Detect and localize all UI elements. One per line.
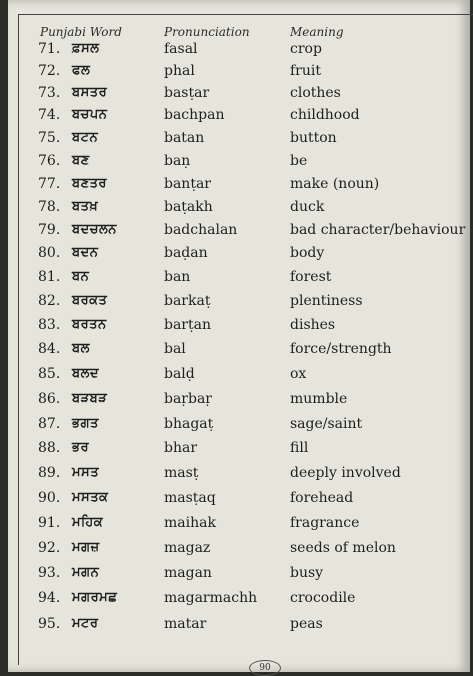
header-punjabi-word: Punjabi Word <box>40 25 122 39</box>
row-number: 92. <box>38 540 61 556</box>
vocab-row <box>8 515 470 537</box>
row-number: 90. <box>38 490 61 506</box>
row-number: 87. <box>38 416 61 432</box>
meaning: sage/saint <box>290 416 363 432</box>
pronunciation: ban <box>164 269 191 285</box>
row-number: 83. <box>38 317 61 333</box>
row-number: 71. <box>38 41 61 57</box>
pronunciation: maihak <box>164 515 216 531</box>
meaning: ox <box>290 366 307 382</box>
pronunciation: banṭar <box>164 176 211 192</box>
punjabi-word: ਮਗਰਮਛ <box>72 590 118 605</box>
meaning: be <box>290 153 308 169</box>
vocab-row <box>8 391 470 413</box>
punjabi-word: ਭਰ <box>72 440 90 455</box>
row-number: 79. <box>38 222 61 238</box>
punjabi-word: ਬਣ <box>72 153 90 168</box>
meaning: dishes <box>290 317 336 333</box>
header-meaning: Meaning <box>290 25 344 39</box>
punjabi-word: ਫਲ <box>72 63 91 78</box>
punjabi-word: ਬਰਕਤ <box>72 293 108 308</box>
row-number: 86. <box>38 391 61 407</box>
meaning: peas <box>290 616 323 632</box>
vocab-row <box>8 107 470 129</box>
pronunciation: phal <box>164 63 195 79</box>
vocab-row <box>8 63 470 85</box>
row-number: 72. <box>38 63 61 79</box>
meaning: crop <box>290 41 322 57</box>
vocab-row <box>8 416 470 438</box>
row-number: 76. <box>38 153 61 169</box>
meaning: childhood <box>290 107 360 123</box>
vocab-row <box>8 130 470 152</box>
row-number: 89. <box>38 465 61 481</box>
pronunciation: matar <box>164 616 207 632</box>
punjabi-word: ਮਹਿਕ <box>72 515 104 530</box>
punjabi-word: ਬਣਤਰ <box>72 176 107 191</box>
punjabi-word: ਮਗਜ਼ <box>72 540 100 555</box>
meaning: mumble <box>290 391 348 407</box>
table-header <box>8 22 470 42</box>
vocab-row <box>8 85 470 107</box>
meaning: make (noun) <box>290 176 380 192</box>
punjabi-word: ਬੜਬੜ <box>72 391 108 406</box>
pronunciation: bhar <box>164 440 198 456</box>
vocab-row <box>8 540 470 562</box>
row-number: 74. <box>38 107 61 123</box>
meaning: deeply involved <box>290 465 401 481</box>
vocab-row <box>8 565 470 587</box>
punjabi-word: ਬਸਤਰ <box>72 85 108 100</box>
row-number: 82. <box>38 293 61 309</box>
meaning: clothes <box>290 85 341 101</box>
meaning: busy <box>290 565 324 581</box>
pronunciation: baṭakh <box>164 199 213 215</box>
vocab-row <box>8 490 470 512</box>
pronunciation: masṭaq <box>164 490 216 506</box>
vocab-row <box>8 153 470 175</box>
vocab-row <box>8 176 470 198</box>
row-number: 95. <box>38 616 61 632</box>
punjabi-word: ਮਗਨ <box>72 565 100 580</box>
row-number: 93. <box>38 565 61 581</box>
row-number: 73. <box>38 85 61 101</box>
pronunciation: barṭan <box>164 317 211 333</box>
page-number: 90 <box>249 660 281 676</box>
pronunciation: bachpan <box>164 107 225 123</box>
pronunciation: bhagaṭ <box>164 416 214 432</box>
meaning: plentiness <box>290 293 363 309</box>
meaning: forehead <box>290 490 354 506</box>
pronunciation: magarmachh <box>164 590 258 606</box>
row-number: 94. <box>38 590 61 606</box>
pronunciation: baṇ <box>164 153 191 169</box>
pronunciation: baḍan <box>164 245 208 261</box>
vocab-row <box>8 269 470 291</box>
vocab-row <box>8 366 470 388</box>
pronunciation: magaz <box>164 540 211 556</box>
meaning: button <box>290 130 337 146</box>
vocab-row <box>8 245 470 267</box>
meaning: fruit <box>290 63 321 79</box>
vocab-row <box>8 440 470 462</box>
row-number: 77. <box>38 176 61 192</box>
row-number: 91. <box>38 515 61 531</box>
pronunciation: batan <box>164 130 205 146</box>
meaning: crocodile <box>290 590 356 606</box>
pronunciation: badchalan <box>164 222 238 238</box>
vocab-row <box>8 465 470 487</box>
vocab-row <box>8 341 470 363</box>
punjabi-word: ਬਤਖ਼ <box>72 199 99 214</box>
meaning: bad character/behaviour <box>290 222 466 238</box>
punjabi-word: ਬਚਪਨ <box>72 107 108 122</box>
vocab-row <box>8 616 470 638</box>
punjabi-word: ਮਸਤਕ <box>72 490 109 505</box>
meaning: fill <box>290 440 309 456</box>
vocab-row <box>8 199 470 221</box>
punjabi-word: ਬਦਨ <box>72 245 99 260</box>
pronunciation: barkaṭ <box>164 293 211 309</box>
meaning: force/strength <box>290 341 392 357</box>
row-number: 85. <box>38 366 61 382</box>
punjabi-word: ਫ਼ਸਲ <box>72 41 100 56</box>
punjabi-word: ਭਗਤ <box>72 416 99 431</box>
punjabi-word: ਬਦਚਲਨ <box>72 222 117 237</box>
punjabi-word: ਮਟਰ <box>72 616 99 631</box>
vocab-row <box>8 41 470 63</box>
meaning: forest <box>290 269 332 285</box>
punjabi-word: ਬਨ <box>72 269 90 284</box>
meaning: body <box>290 245 325 261</box>
row-number: 80. <box>38 245 61 261</box>
pronunciation: fasal <box>164 41 198 57</box>
pronunciation: baṛbaṛ <box>164 391 213 407</box>
vocab-row <box>8 590 470 612</box>
meaning: seeds of melon <box>290 540 396 556</box>
pronunciation: balḍ <box>164 366 195 382</box>
punjabi-word: ਮਸਤ <box>72 465 100 480</box>
vocab-row <box>8 317 470 339</box>
row-number: 78. <box>38 199 61 215</box>
row-number: 75. <box>38 130 61 146</box>
row-number: 88. <box>38 440 61 456</box>
punjabi-word: ਬਟਨ <box>72 130 99 145</box>
header-pronunciation: Pronunciation <box>164 25 250 39</box>
punjabi-word: ਬਰਤਨ <box>72 317 107 332</box>
row-number: 84. <box>38 341 61 357</box>
meaning: duck <box>290 199 325 215</box>
pronunciation: masṭ <box>164 465 199 481</box>
book-page <box>8 0 470 672</box>
punjabi-word: ਬਲ <box>72 341 90 356</box>
pronunciation: bal <box>164 341 186 357</box>
vocab-row <box>8 293 470 315</box>
row-number: 81. <box>38 269 61 285</box>
meaning: fragrance <box>290 515 360 531</box>
pronunciation: magan <box>164 565 212 581</box>
pronunciation: basṭar <box>164 85 210 101</box>
vocab-row <box>8 222 470 244</box>
punjabi-word: ਬਲਦ <box>72 366 100 381</box>
